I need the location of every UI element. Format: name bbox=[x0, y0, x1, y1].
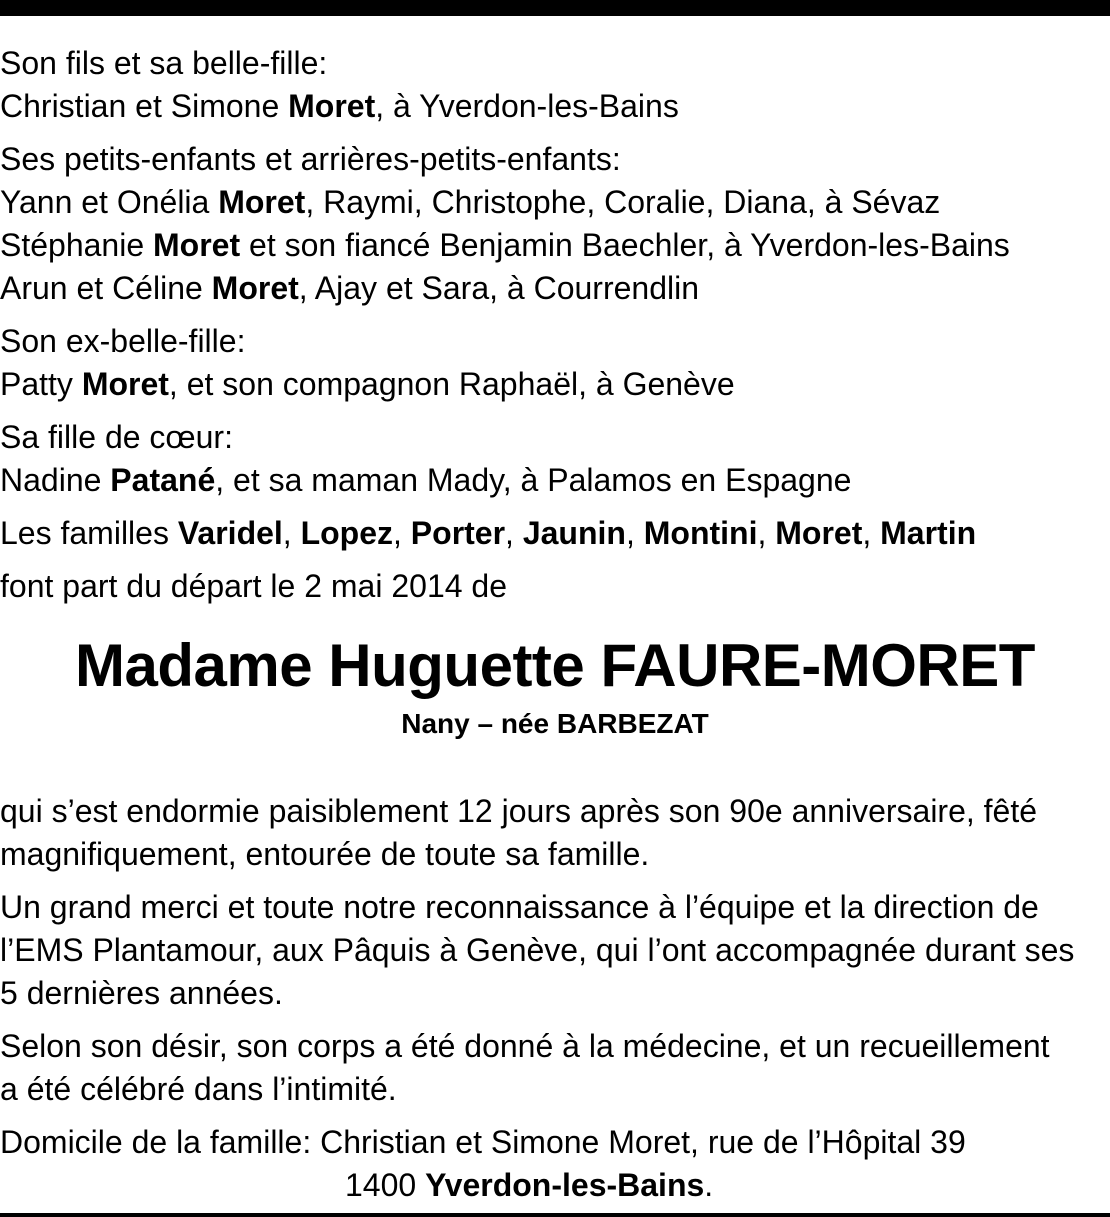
paragraph-thanks bbox=[0, 886, 1110, 1015]
line-text: Arun et Céline bbox=[0, 270, 212, 306]
paragraph-domicile bbox=[0, 1121, 1110, 1207]
family-line bbox=[0, 267, 1110, 310]
address-line bbox=[0, 1164, 1110, 1207]
surname: Moret bbox=[288, 88, 376, 124]
family-surname: Martin bbox=[880, 515, 977, 551]
top-rule bbox=[0, 0, 1110, 16]
section-heading: Son ex-belle-fille: bbox=[0, 323, 246, 359]
line-text: , et son compagnon Raphaël, à Genève bbox=[168, 366, 735, 402]
deceased-name: Madame Huguette FAURE-MORET bbox=[75, 632, 1035, 699]
paragraph-line: magnifiquement, entourée de toute sa famille. bbox=[0, 836, 650, 872]
paragraph-passing bbox=[0, 790, 1110, 876]
section-ex-daughter-in-law bbox=[0, 320, 1110, 406]
surname: Moret bbox=[218, 184, 306, 220]
line-text: Nadine bbox=[0, 462, 111, 498]
section-heading: Sa fille de cœur: bbox=[0, 419, 233, 455]
paragraph-wishes bbox=[0, 1025, 1110, 1111]
separator: , bbox=[862, 515, 881, 551]
section-grandchildren bbox=[0, 138, 1110, 310]
paragraph-line: Un grand merci et toute notre reconnaissance à l’équipe et la direction de bbox=[0, 889, 1039, 925]
section-heart-daughter bbox=[0, 416, 1110, 502]
paragraph-line: qui s’est endormie paisiblement 12 jours après son 90e anniversaire, fêté bbox=[0, 793, 1038, 829]
section-heading: Son fils et sa belle-fille: bbox=[0, 45, 328, 81]
surname: Moret bbox=[211, 270, 299, 306]
line-text: , à Yverdon-les-Bains bbox=[375, 88, 679, 124]
line-text: , et sa maman Mady, à Palamos en Espagne bbox=[215, 462, 852, 498]
paragraph-line: a été célébré dans l’intimité. bbox=[0, 1071, 397, 1107]
line-text: . bbox=[704, 1167, 714, 1203]
separator: , bbox=[625, 515, 644, 551]
surname: Patané bbox=[110, 462, 216, 498]
families-line bbox=[0, 512, 1110, 555]
separator: , bbox=[505, 515, 523, 551]
deceased-subtitle: Nany – née BARBEZAT bbox=[401, 708, 709, 739]
family-line bbox=[0, 181, 1110, 224]
paragraph-line: Selon son désir, son corps a été donné à la médecine, et un recueillement bbox=[0, 1028, 1050, 1064]
line-text: Patty bbox=[0, 366, 82, 402]
separator: , bbox=[282, 515, 301, 551]
announcement-line: font part du départ le 2 mai 2014 de bbox=[0, 568, 508, 604]
family-surname: Varidel bbox=[177, 515, 283, 551]
paragraph-line: Domicile de la famille: Christian et Simone Moret, rue de l’Hôpital 39 bbox=[0, 1124, 966, 1160]
line-text: Christian et Simone bbox=[0, 88, 289, 124]
line-text: , Ajay et Sara, à Courrendlin bbox=[298, 270, 699, 306]
families-prefix: Les familles bbox=[0, 515, 178, 551]
separator: , bbox=[757, 515, 776, 551]
family-line bbox=[0, 85, 1110, 128]
bottom-rule bbox=[0, 1213, 1110, 1217]
city-name: Yverdon-les-Bains bbox=[425, 1167, 705, 1203]
family-names bbox=[178, 515, 976, 551]
line-text: et son fiancé Benjamin Baechler, à Yverdon-les-Bains bbox=[240, 227, 1010, 263]
family-surname: Lopez bbox=[300, 515, 394, 551]
family-surname: Moret bbox=[775, 515, 863, 551]
line-text: Yann et Onélia bbox=[0, 184, 219, 220]
family-surname: Porter bbox=[410, 515, 506, 551]
family-line bbox=[0, 224, 1110, 267]
postal-code: 1400 bbox=[345, 1167, 426, 1203]
section-heading: Ses petits-enfants et arrières-petits-enfants: bbox=[0, 141, 621, 177]
separator: , bbox=[393, 515, 411, 551]
notice-content bbox=[0, 42, 1110, 1207]
line-text: , Raymi, Christophe, Coralie, Diana, à Sévaz bbox=[305, 184, 941, 220]
family-line bbox=[0, 459, 1110, 502]
line-text: Stéphanie bbox=[0, 227, 154, 263]
family-surname: Jaunin bbox=[522, 515, 626, 551]
section-son bbox=[0, 42, 1110, 128]
paragraph-line: 5 dernières années. bbox=[0, 975, 283, 1011]
family-surname: Montini bbox=[643, 515, 758, 551]
family-line bbox=[0, 363, 1110, 406]
paragraph-line: l’EMS Plantamour, aux Pâquis à Genève, qui l’ont accompagnée durant ses bbox=[0, 932, 1075, 968]
surname: Moret bbox=[81, 366, 169, 402]
surname: Moret bbox=[153, 227, 241, 263]
